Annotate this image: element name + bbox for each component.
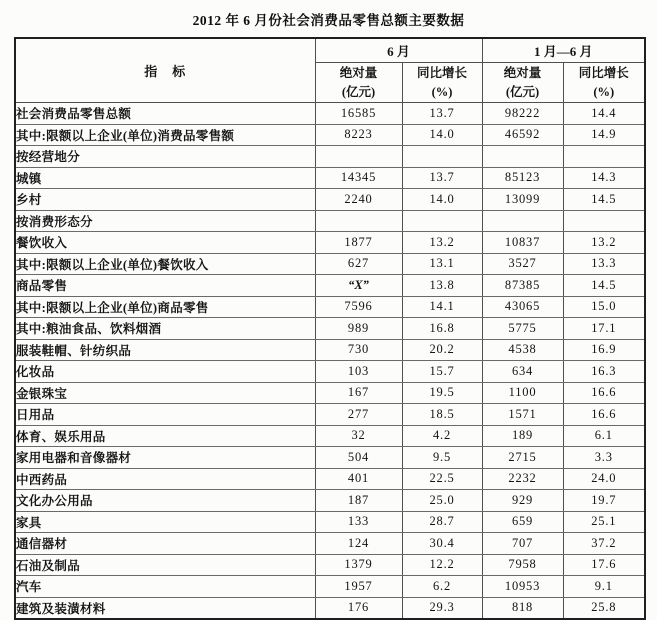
value-cell: 13.2: [563, 232, 645, 254]
value-cell: 87385: [482, 275, 563, 297]
value-cell: 15.7: [402, 361, 482, 383]
value-cell: 29.3: [402, 597, 482, 619]
value-cell: 627: [315, 253, 402, 275]
value-cell: 15.0: [563, 296, 645, 318]
value-cell: 176: [315, 597, 402, 619]
table-row: [15, 296, 645, 318]
table-body: [15, 103, 645, 620]
indicator-cell: 金银珠宝: [15, 382, 315, 404]
subheader-label: 同比增长: [578, 65, 629, 80]
value-cell: 1379: [315, 554, 402, 576]
col-subheader-june-growth: [402, 63, 482, 103]
value-cell: 85123: [482, 167, 563, 189]
value-cell: 730: [315, 339, 402, 361]
value-cell: 13.1: [402, 253, 482, 275]
value-cell: 19.7: [563, 490, 645, 512]
value-cell: 1877: [315, 232, 402, 254]
value-cell: [563, 146, 645, 168]
indicator-cell: 社会消费品零售总额: [15, 103, 315, 125]
subheader-label: 同比增长: [417, 65, 468, 80]
value-cell: [402, 210, 482, 232]
indicator-cell: 其中:限额以上企业(单位)消费品零售额: [15, 124, 315, 146]
value-cell: 5775: [482, 318, 563, 340]
value-cell: 124: [315, 533, 402, 555]
table-row: [15, 124, 645, 146]
value-cell: 2232: [482, 468, 563, 490]
indicator-cell: 服装鞋帽、针纺织品: [15, 339, 315, 361]
table-row: [15, 210, 645, 232]
value-cell: 13099: [482, 189, 563, 211]
value-cell: 1571: [482, 404, 563, 426]
value-cell: 1957: [315, 576, 402, 598]
col-header-june: 6 月: [315, 38, 482, 63]
header-row-periods: [15, 38, 645, 63]
indicator-cell: 城镇: [15, 167, 315, 189]
col-header-jan-june: 1 月—6 月: [482, 38, 645, 63]
subheader-unit: (%): [431, 84, 453, 99]
value-cell: 14.3: [563, 167, 645, 189]
value-cell: 17.6: [563, 554, 645, 576]
value-cell: 43065: [482, 296, 563, 318]
value-cell: 24.0: [563, 468, 645, 490]
value-cell: [482, 210, 563, 232]
value-cell: 37.2: [563, 533, 645, 555]
value-cell: [315, 146, 402, 168]
value-cell: 2715: [482, 447, 563, 469]
indicator-cell: 商品零售: [15, 275, 315, 297]
value-cell: 818: [482, 597, 563, 619]
indicator-cell: 按经营地分: [15, 146, 315, 168]
table-row: [15, 597, 645, 619]
value-cell: 6.2: [402, 576, 482, 598]
value-cell: 14.4: [563, 103, 645, 125]
table-row: [15, 447, 645, 469]
table-row: [15, 103, 645, 125]
indicator-cell: 通信器材: [15, 533, 315, 555]
value-cell: 6.1: [563, 425, 645, 447]
value-cell: 14.5: [563, 275, 645, 297]
value-cell: 12.2: [402, 554, 482, 576]
value-cell: 13.2: [402, 232, 482, 254]
table-row: [15, 318, 645, 340]
table-row: [15, 425, 645, 447]
indicator-cell: 日用品: [15, 404, 315, 426]
value-cell: 167: [315, 382, 402, 404]
value-cell: 504: [315, 447, 402, 469]
value-cell: 25.0: [402, 490, 482, 512]
value-cell: 30.4: [402, 533, 482, 555]
value-cell: 32: [315, 425, 402, 447]
table-row: [15, 468, 645, 490]
indicator-cell: 汽车: [15, 576, 315, 598]
value-cell: [402, 146, 482, 168]
indicator-cell: 其中:粮油食品、饮料烟酒: [15, 318, 315, 340]
table-row: [15, 361, 645, 383]
table-row: [15, 576, 645, 598]
value-cell: 3.3: [563, 447, 645, 469]
table-row: [15, 382, 645, 404]
value-cell: 17.1: [563, 318, 645, 340]
indicator-cell: 文化办公用品: [15, 490, 315, 512]
value-cell: 13.7: [402, 103, 482, 125]
table-row: [15, 554, 645, 576]
value-cell: 189: [482, 425, 563, 447]
value-cell: 4.2: [402, 425, 482, 447]
subheader-unit: (%): [593, 84, 615, 99]
value-cell: 13.7: [402, 167, 482, 189]
value-cell: 9.1: [563, 576, 645, 598]
value-cell: 28.7: [402, 511, 482, 533]
value-cell: [563, 210, 645, 232]
indicator-cell: 其中:限额以上企业(单位)商品零售: [15, 296, 315, 318]
value-cell: 929: [482, 490, 563, 512]
table-row: [15, 167, 645, 189]
indicator-cell: 中西药品: [15, 468, 315, 490]
retail-sales-table: [14, 37, 646, 620]
table-row: [15, 404, 645, 426]
value-cell: 16.9: [563, 339, 645, 361]
value-cell: 98222: [482, 103, 563, 125]
value-cell: 14345: [315, 167, 402, 189]
indicator-cell: 家具: [15, 511, 315, 533]
value-cell: 7596: [315, 296, 402, 318]
value-cell: 14.1: [402, 296, 482, 318]
value-cell: 7958: [482, 554, 563, 576]
value-cell: 19.5: [402, 382, 482, 404]
value-cell: 659: [482, 511, 563, 533]
indicator-cell: 餐饮收入: [15, 232, 315, 254]
table-row: [15, 275, 645, 297]
subheader-label: 绝对量: [339, 65, 378, 80]
col-subheader-janjune-growth: [563, 63, 645, 103]
col-subheader-june-absolute: [315, 63, 402, 103]
table-row: [15, 511, 645, 533]
table-row: [15, 146, 645, 168]
value-cell: 25.8: [563, 597, 645, 619]
value-cell: 16.6: [563, 404, 645, 426]
table-row: [15, 339, 645, 361]
value-cell: “X”: [315, 275, 402, 297]
value-cell: [482, 146, 563, 168]
subheader-unit: (亿元): [505, 84, 540, 99]
indicator-cell: 乡村: [15, 189, 315, 211]
indicator-cell: 其中:限额以上企业(单位)餐饮收入: [15, 253, 315, 275]
indicator-cell: 按消费形态分: [15, 210, 315, 232]
value-cell: 13.8: [402, 275, 482, 297]
value-cell: 16.6: [563, 382, 645, 404]
table-row: [15, 189, 645, 211]
value-cell: 707: [482, 533, 563, 555]
indicator-cell: 石油及制品: [15, 554, 315, 576]
value-cell: 22.5: [402, 468, 482, 490]
value-cell: 14.0: [402, 124, 482, 146]
value-cell: 16.8: [402, 318, 482, 340]
table-row: [15, 533, 645, 555]
value-cell: 14.9: [563, 124, 645, 146]
value-cell: 13.3: [563, 253, 645, 275]
value-cell: 133: [315, 511, 402, 533]
value-cell: 9.5: [402, 447, 482, 469]
value-cell: 10953: [482, 576, 563, 598]
table-row: [15, 490, 645, 512]
value-cell: 20.2: [402, 339, 482, 361]
value-cell: 4538: [482, 339, 563, 361]
value-cell: 2240: [315, 189, 402, 211]
subheader-label: 绝对量: [503, 65, 542, 80]
value-cell: 10837: [482, 232, 563, 254]
indicator-cell: 体育、娱乐用品: [15, 425, 315, 447]
value-cell: 18.5: [402, 404, 482, 426]
indicator-cell: 建筑及装潢材料: [15, 597, 315, 619]
value-cell: 25.1: [563, 511, 645, 533]
value-cell: 16.3: [563, 361, 645, 383]
subheader-unit: (亿元): [341, 84, 376, 99]
value-cell: 14.5: [563, 189, 645, 211]
document-title: 2012 年 6 月份社会消费品零售总额主要数据: [192, 13, 465, 28]
value-cell: 46592: [482, 124, 563, 146]
table-row: [15, 232, 645, 254]
value-cell: [315, 210, 402, 232]
value-cell: 103: [315, 361, 402, 383]
table-header: [15, 38, 645, 103]
value-cell: 3527: [482, 253, 563, 275]
value-cell: 187: [315, 490, 402, 512]
value-cell: 16585: [315, 103, 402, 125]
value-cell: 14.0: [402, 189, 482, 211]
value-cell: 1100: [482, 382, 563, 404]
value-cell: 401: [315, 468, 402, 490]
indicator-cell: 家用电器和音像器材: [15, 447, 315, 469]
value-cell: 8223: [315, 124, 402, 146]
col-header-indicator: 指 标: [15, 38, 315, 103]
value-cell: 277: [315, 404, 402, 426]
value-cell: 989: [315, 318, 402, 340]
value-cell: 634: [482, 361, 563, 383]
indicator-cell: 化妆品: [15, 361, 315, 383]
table-row: [15, 253, 645, 275]
col-subheader-janjune-absolute: [482, 63, 563, 103]
